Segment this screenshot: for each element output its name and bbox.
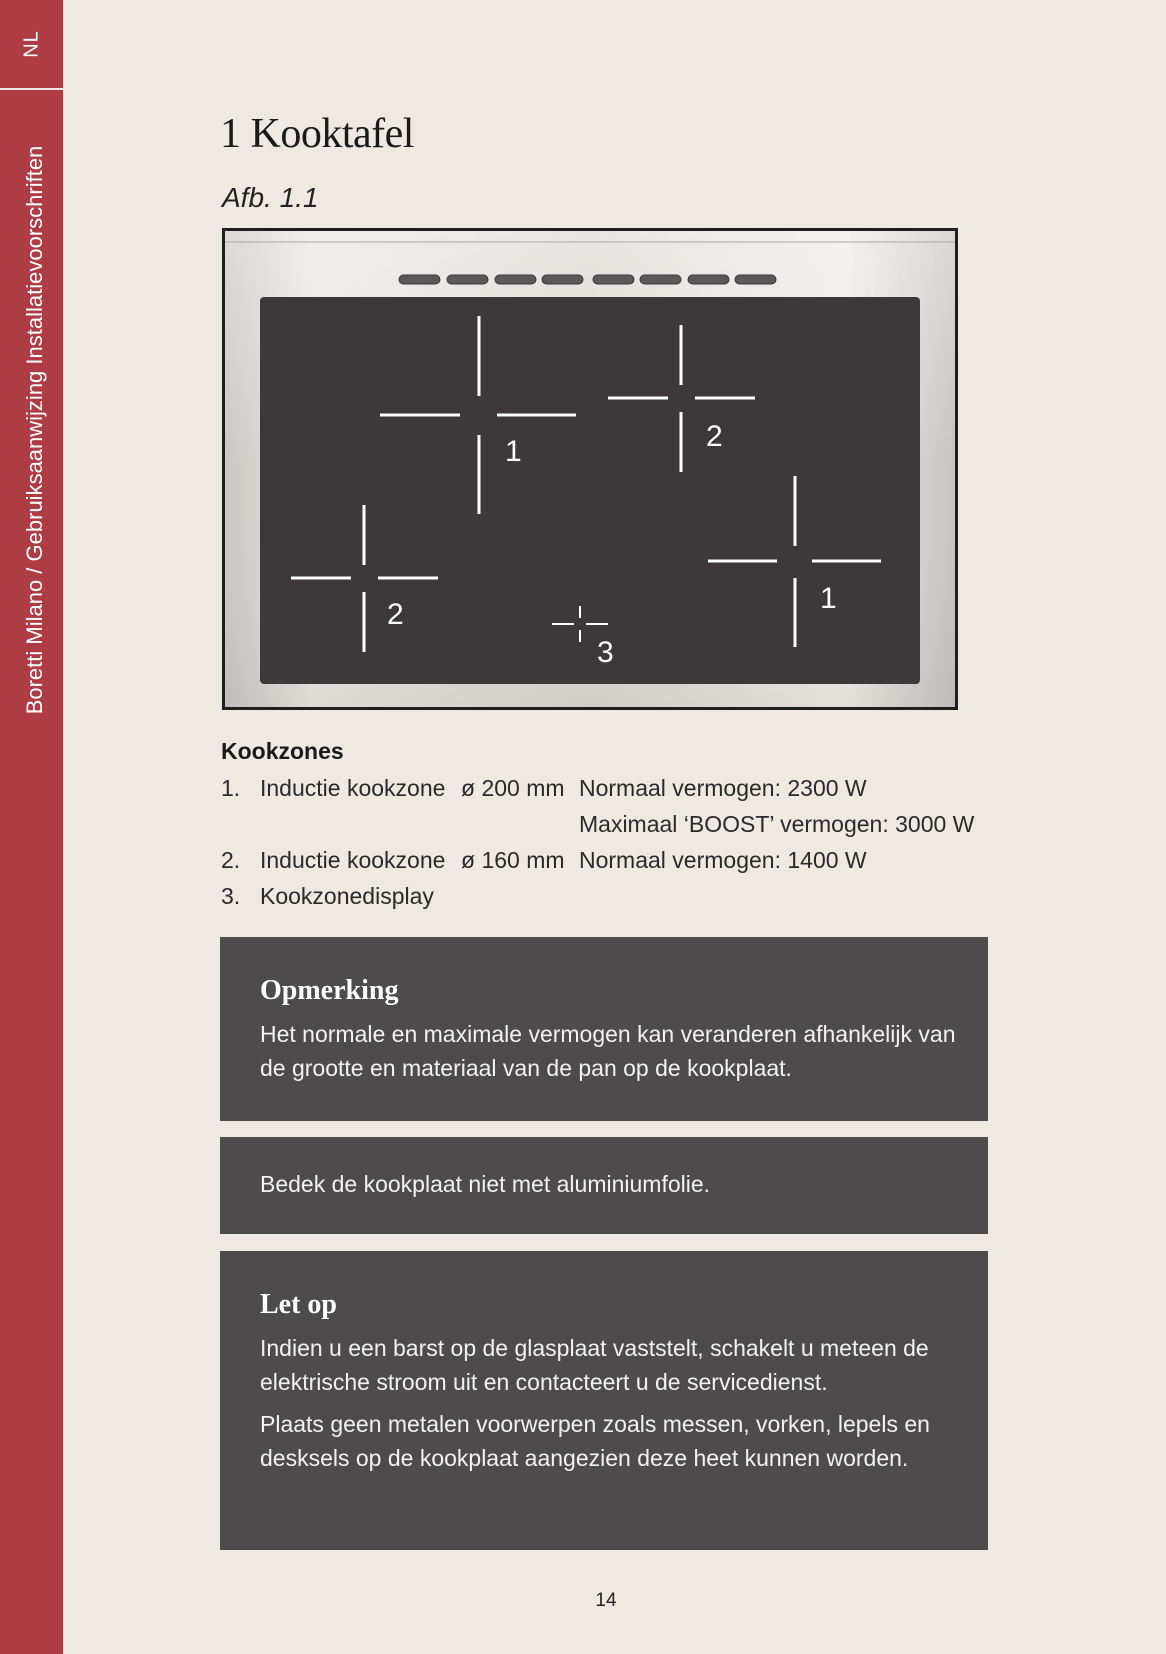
zone-number: 1. — [221, 775, 241, 801]
glass-plate — [260, 297, 920, 684]
zone-power: Normaal vermogen: 1400 W — [579, 847, 867, 873]
caution-box — [220, 1251, 988, 1550]
caution-title: Let op — [260, 1289, 337, 1320]
zone-diameter: ø 200 mm — [461, 775, 565, 801]
zone-number: 2. — [221, 847, 241, 873]
note-text: Het normale en maximale vermogen kan veranderen afhankelijk van de grootte en materiaal van de pan op de kookplaat. — [260, 1021, 956, 1081]
note-box — [220, 937, 988, 1121]
zone-boost-power: Maximaal ‘BOOST’ vermogen: 3000 W — [579, 811, 975, 837]
zone-name: Kookzonedisplay — [260, 883, 434, 909]
zone-label-back-left: 1 — [505, 435, 522, 468]
foil-warning-box — [220, 1137, 988, 1234]
zone-number: 3. — [221, 883, 241, 909]
zone-label-back-right: 2 — [706, 420, 723, 453]
zone-name: Inductie kookzone — [260, 847, 446, 873]
sidebar — [0, 0, 63, 1654]
language-label: NL — [20, 30, 42, 58]
note-title: Opmerking — [260, 975, 399, 1006]
page-number: 14 — [595, 1590, 617, 1611]
foil-warning-text: Bedek de kookplaat niet met aluminiumfolie. — [260, 1171, 711, 1197]
zone-diameter: ø 160 mm — [461, 847, 565, 873]
language-tab — [0, 0, 63, 90]
caution-text-crack: Indien u een barst op de glasplaat vaststelt, schakelt u meteen de elektrische stroom uit en contacteert u de servicedienst. — [260, 1335, 929, 1395]
figure-caption: Afb. 1.1 — [222, 182, 319, 213]
caution-text-metal: Plaats geen metalen voorwerpen zoals messen, vorken, lepels en desksels op de kookplaat aangezien deze heet kunnen worden. — [260, 1411, 930, 1471]
zone-name: Inductie kookzone — [260, 775, 446, 801]
page-title: 1 Kooktafel — [220, 111, 414, 157]
zone-power: Normaal vermogen: 2300 W — [579, 775, 867, 801]
zones-heading: Kookzones — [221, 738, 344, 764]
zone-label-front-right: 1 — [820, 582, 837, 615]
zone-label-display: 3 — [597, 636, 614, 669]
document-title: Boretti Milano / Gebruiksaanwijzing Installatievoorschriften — [22, 145, 47, 715]
zone-label-front-left: 2 — [387, 598, 404, 631]
cooktop-illustration — [222, 228, 958, 710]
